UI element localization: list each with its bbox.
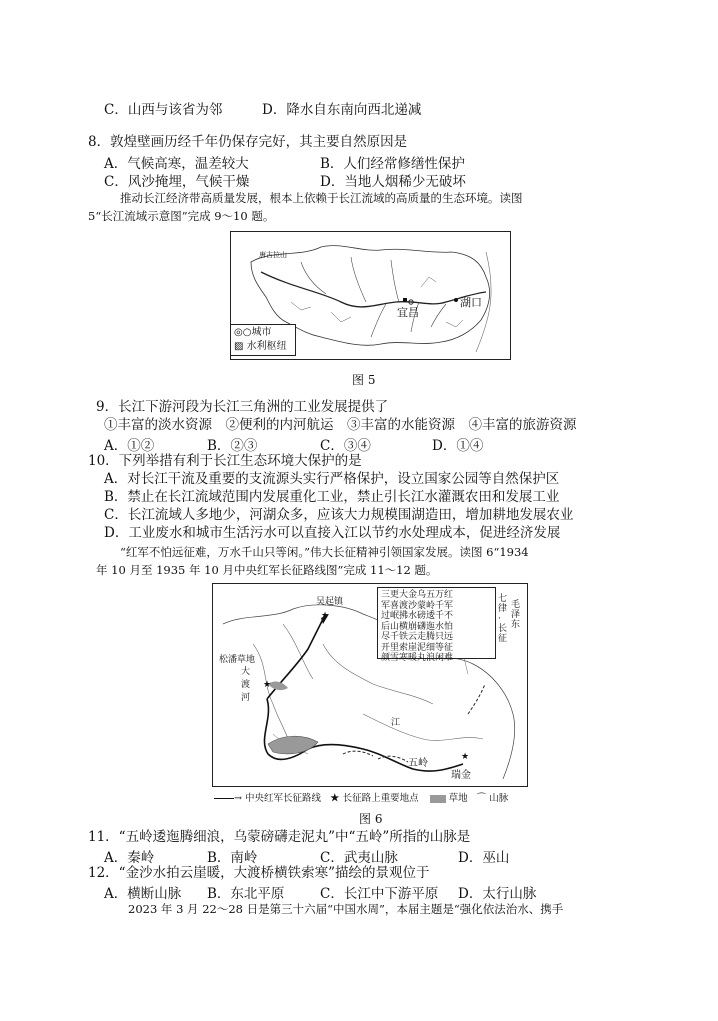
- svg-text:★: ★: [321, 611, 330, 621]
- q9-stem: 9．长江下游河段为长江三角洲的工业发展提供了: [96, 399, 389, 415]
- poem-line-2: 军喜渡沙蒙岭千军: [381, 600, 454, 611]
- intro-water-week: 2023 年 3 月 22～28 日是第三十六届“中国水周”，本届主题是“强化依法治水、携手: [128, 902, 564, 916]
- intro-11-12-line1: “红军不怕远征难，万水千山只等闲。”伟大长征精神引领国家发展。读图 6“1934: [120, 545, 529, 559]
- poem-line-5: 尽千铁云走腾只远: [381, 632, 454, 642]
- q11-option-d: D．巫山: [458, 850, 510, 866]
- q10-option-d: D．工业废水和城市生活污水可以直接入江以节约水处理成本，促进经济发展: [104, 525, 561, 541]
- q9-option-c: C．③④: [320, 438, 371, 454]
- q10-option-a: A．对长江干流及重要的支流源头实行严格保护，设立国家公园等自然保护区: [104, 471, 560, 487]
- q8-option-a: A．气候高寒，温差较大: [104, 156, 249, 172]
- figure-5-yangtze-map: [230, 231, 511, 360]
- poem-line-3: 过岷拂水磅逶千不: [381, 611, 454, 621]
- route-line-icon: [214, 798, 234, 799]
- q12-stem: 12．“金沙水拍云崖暖，大渡桥横铁索寒”描绘的景观位于: [88, 865, 430, 881]
- q10-stem: 10．下列举措有利于长江生态环境大保护的是: [88, 453, 362, 469]
- q10-option-b: B．禁止在长江流域范围内发展重化工业，禁止引长江水灌溉农田和发展工业: [104, 489, 560, 505]
- map6-label-wuqi: 吴起镇: [316, 597, 344, 607]
- q9-items: ①丰富的淡水资源 ②便利的内河航运 ③丰富的水能资源 ④丰富的旅游资源: [104, 417, 577, 433]
- grass-swatch-icon: [430, 795, 446, 803]
- q10-option-c: C．长江流域人多地少，河湖众多，应该大力规模围湖造田，增加耕地发展农业: [104, 507, 574, 523]
- poem-line-4: 后山横崩礴迤水怕: [381, 621, 454, 632]
- map6-label-grass: 松潘草地: [219, 655, 256, 665]
- legend-route-label: 中央红军长征路线: [245, 793, 322, 804]
- q9-option-b: B．②③: [207, 438, 258, 454]
- map5-legend-city: ◎○城市: [234, 327, 272, 338]
- svg-text:★: ★: [263, 680, 272, 690]
- figure-6-long-march-map: [212, 583, 528, 787]
- q12-option-c: C．长江中下游平原: [320, 886, 439, 902]
- legend-mountain-label: 山脉: [489, 793, 509, 804]
- legend-grass-label: 草地: [448, 793, 468, 804]
- q9-option-a: A．①②: [104, 438, 155, 454]
- map5-label-hukou: 湖口: [460, 296, 482, 309]
- figure-5-caption: 图 5: [352, 373, 376, 387]
- poem-line-1: 三更大金乌五万红: [381, 590, 454, 600]
- q8-option-c: C．风沙掩埋，气候干燥: [104, 174, 250, 190]
- figure-6-caption: 图 6: [359, 812, 383, 826]
- q11-option-b: B．南岭: [207, 850, 258, 866]
- poem-box: [377, 587, 496, 663]
- mountain-icon: ⌒: [476, 793, 487, 804]
- map5-label-top: 唐古拉山: [259, 251, 287, 259]
- intro-9-10-line2: 5“长江流域示意图”完成 9～10 题。: [88, 209, 275, 223]
- q8-stem: 8．敦煌壁画历经千年仍保存完好，其主要自然原因是: [88, 134, 408, 150]
- poem-line-6: 开里索崖泥细等征: [381, 642, 454, 653]
- map6-label-dadu: 大渡河: [241, 667, 251, 703]
- map6-legend: → 中央红军长征路线 ★ 长征路上重要地点 草地 ⌒ 山脉: [214, 790, 508, 804]
- intro-9-10-line1: 推动长江经济带高质量发展，根本上依赖于长江流域的高质量的生态环境。读图: [120, 191, 523, 205]
- map6-label-ruijin: 瑞金: [451, 770, 471, 781]
- q12-option-a: A．横断山脉: [104, 886, 182, 902]
- q7-option-c: C．山西与该省为邻: [104, 102, 223, 118]
- q8-option-b: B．人们经常修缮性保护: [320, 156, 465, 172]
- map6-label-wuling: 五岭: [408, 758, 428, 769]
- poem-author: 毛泽东: [511, 600, 521, 630]
- q11-option-c: C．武夷山脉: [320, 850, 398, 866]
- map5-legend: [230, 324, 296, 356]
- map6-label-jiang: 江: [391, 718, 401, 728]
- q12-option-b: B．东北平原: [207, 886, 285, 902]
- q12-option-d: D．太行山脉: [458, 886, 537, 902]
- map5-legend-dam: ▨ 水利枢纽: [234, 341, 287, 352]
- q11-option-a: A．秦岭: [104, 850, 155, 866]
- q8-option-d: D．当地人烟稀少无破坏: [320, 174, 466, 190]
- q7-option-d: D．降水自东南向西北递减: [262, 102, 422, 118]
- q11-stem: 11．“五岭逶迤腾细浪，乌蒙磅礴走泥丸”中“五岭”所指的山脉是: [88, 829, 471, 845]
- poem-title: 七律·长征: [498, 594, 508, 644]
- legend-place-label: ★ 长征路上重要地点: [330, 793, 419, 804]
- intro-11-12-line2: 年 10 月至 1935 年 10 月中央红军长征路线图”完成 11～12 题。: [96, 563, 438, 577]
- poem-line-7: 颜雪寒暖丸浪闲难: [381, 653, 454, 663]
- q9-option-d: D．①④: [432, 438, 484, 454]
- svg-text:★: ★: [461, 752, 470, 762]
- map5-label-yichang: 宜昌: [397, 306, 419, 319]
